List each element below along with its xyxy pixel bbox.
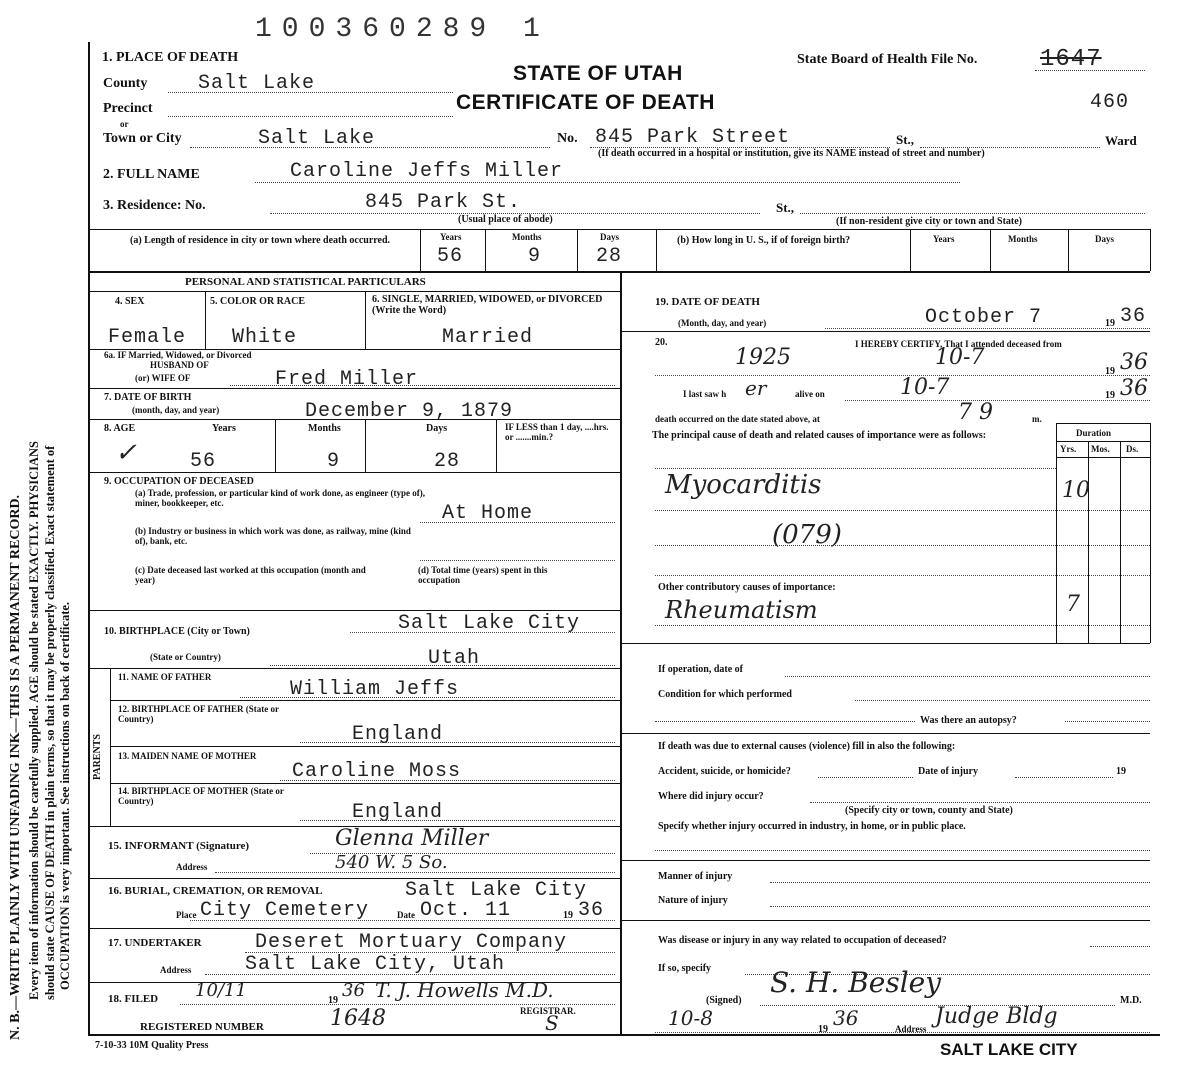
physician-year: 36 <box>833 1006 859 1030</box>
file-no-extra: 460 <box>1090 91 1130 114</box>
filed-year-prefix: 19 <box>328 995 338 1006</box>
hospital-note: (If death occurred in a hospital or institution, give its NAME instead of street and number) <box>598 148 985 159</box>
or-label: or <box>120 119 129 129</box>
mother-name-label: 13. MAIDEN NAME OF MOTHER <box>118 751 257 761</box>
duration-label: Duration <box>1076 428 1112 438</box>
sex-label: 4. SEX <box>115 296 145 307</box>
father-birthplace: England <box>352 723 444 746</box>
color-label: 5. COLOR OR RACE <box>210 296 306 307</box>
injury-date-label: Date of injury <box>918 766 978 777</box>
last-saw-label: I last saw h <box>683 389 727 399</box>
burial-year-prefix: 19 <box>563 910 573 921</box>
contributory-years: 7 <box>1066 592 1080 617</box>
town-field: Salt Lake <box>258 127 376 150</box>
us-length-label: (b) How long in U. S., if of foreign birth? <box>677 235 851 246</box>
burial-place: City Cemetery <box>200 899 370 922</box>
street-st-label: St., <box>896 132 915 147</box>
duration-yrs-label: Yrs. <box>1060 444 1077 454</box>
registrar-signature: T. J. Howells M.D. <box>375 978 554 1002</box>
cause-code: (079) <box>772 520 842 550</box>
filed-year: 36 <box>342 980 365 1001</box>
registered-number: 1648 <box>330 1006 386 1031</box>
injury-year-prefix: 19 <box>1116 766 1126 777</box>
length-residence-label: (a) Length of residence in city or town where death occurred. <box>130 235 391 246</box>
cause-primary: Myocarditis <box>665 470 822 500</box>
residence-field: 845 Park St. <box>365 191 522 214</box>
burial-date-label: Date <box>397 910 415 920</box>
res-days-label: Days <box>600 232 620 242</box>
physician-signature: S. H. Besley <box>770 966 942 999</box>
md-label: M.D. <box>1120 995 1142 1006</box>
physician-address-label: Address <box>895 1024 927 1034</box>
father-birthplace-label: 12. BIRTHPLACE OF FATHER (State or Country) <box>118 704 279 724</box>
spouse-label-2: HUSBAND OF <box>150 360 209 370</box>
physician-year-prefix: 19 <box>818 1024 828 1035</box>
cert20-label: 20. <box>655 337 668 348</box>
age-label: 8. AGE <box>104 423 136 434</box>
filed-label: 18. FILED <box>108 993 159 1005</box>
occupation-related-label: Was disease or injury in any way related to occupation of deceased? <box>658 935 947 946</box>
birth-date-sub: (month, day, and year) <box>132 405 220 415</box>
manner-injury-label: Manner of injury <box>658 871 733 882</box>
operation-label: If operation, date of <box>658 664 743 675</box>
birth-date-label: 7. DATE OF BIRTH <box>104 392 192 403</box>
burial-date: Oct. 11 <box>420 899 512 922</box>
undertaker-address-label: Address <box>160 965 192 975</box>
print-code: 7-10-33 10M Quality Press <box>95 1040 209 1051</box>
burial-year: 36 <box>578 899 605 922</box>
burial-value: Salt Lake City <box>405 879 588 902</box>
undertaker-address: Salt Lake City, Utah <box>245 953 506 976</box>
age-check: ✓ <box>115 438 137 468</box>
personal-header: PERSONAL AND STATISTICAL PARTICULARS <box>185 276 426 288</box>
spouse-value: Fred Miller <box>275 368 419 391</box>
registrar-label: REGISTRAR. <box>520 1006 576 1016</box>
alive-on-label: alive on <box>795 389 825 399</box>
signed-label: (Signed) <box>706 995 742 1006</box>
occupation-d-label: (d) Total time (years) spent in this occupation <box>418 565 548 585</box>
sex-value: Female <box>108 326 187 349</box>
footer-city: SALT LAKE CITY <box>940 1040 1078 1059</box>
marital-value: Married <box>442 326 534 349</box>
age-days-label: Days <box>426 423 448 434</box>
full-name-field: Caroline Jeffs Miller <box>290 160 564 183</box>
accident-label: Accident, suicide, or homicide? <box>658 766 791 777</box>
registered-number-label: REGISTERED NUMBER <box>140 1021 264 1033</box>
autopsy-label: Was there an autopsy? <box>920 715 1017 726</box>
parents-side-label: PARENTS <box>92 734 103 780</box>
file-no-label: State Board of Health File No. <box>797 52 978 67</box>
full-name-label: 2. FULL NAME <box>103 167 200 182</box>
sidebar-warning-4: OCCUPATION is very important. See instructions on back of certificate. <box>58 601 72 990</box>
state-title: STATE OF UTAH <box>513 62 683 85</box>
physician-date: 10-8 <box>668 1006 713 1030</box>
us-years-label: Years <box>933 234 955 244</box>
death-year-value: 36 <box>1120 305 1147 328</box>
town-label: Town or City <box>103 131 182 146</box>
street-no-label: No. <box>557 131 578 146</box>
burial-label: 16. BURIAL, CREMATION, OR REMOVAL <box>108 885 323 897</box>
age-months-label: Months <box>308 423 341 434</box>
age-months-value: 9 <box>327 450 341 473</box>
occurred-label: death occurred on the date stated above, at <box>655 414 820 424</box>
sidebar-warning-3: should state CAUSE OF DEATH in plain terms, so that it may be properly classified. Exact statement of <box>43 445 57 1000</box>
place-of-death-header: 1. PLACE OF DEATH <box>102 50 239 65</box>
spouse-label-3: (or) WIFE OF <box>135 373 191 383</box>
informant-address-label: Address <box>176 862 208 872</box>
us-months-label: Months <box>1008 234 1038 244</box>
abode-note: (Usual place of abode) <box>458 214 553 225</box>
alive-year: 36 <box>1120 376 1148 401</box>
informant-label: 15. INFORMANT (Signature) <box>108 840 250 852</box>
mother-birthplace-label: 14. BIRTHPLACE OF MOTHER (State or Country) <box>118 786 284 806</box>
res-years-value: 56 <box>437 245 464 268</box>
birthplace-city: Salt Lake City <box>398 612 581 635</box>
residence-st-label: St., <box>776 200 795 215</box>
mother-birthplace: England <box>352 801 444 824</box>
occupation-header: 9. OCCUPATION OF DECEASED <box>104 476 254 487</box>
alive-date: 10-7 <box>900 375 950 400</box>
informant-signature: Glenna Miller <box>335 826 489 851</box>
county-field: Salt Lake <box>198 72 316 95</box>
color-value: White <box>232 326 298 349</box>
county-label: County <box>103 76 148 91</box>
occurred-m-label: m. <box>1032 414 1042 424</box>
father-name-label: 11. NAME OF FATHER <box>118 672 212 682</box>
informant-address: 540 W. 5 So. <box>335 852 448 873</box>
operation-condition-label: Condition for which performed <box>658 689 792 700</box>
specify-location-note: (Specify city or town, county and State) <box>845 805 1013 816</box>
res-months-value: 9 <box>528 245 542 268</box>
sidebar-warning-2: Every item of information should be carefully supplied. AGE should be stated EXACTLY. PHYSICIANS <box>27 441 41 1000</box>
cause-primary-years: 10 <box>1062 478 1090 503</box>
age-years-value: 56 <box>190 450 217 473</box>
burial-place-label: Place <box>176 910 197 920</box>
alive-year-prefix: 19 <box>1105 390 1115 401</box>
cert20-text: I HEREBY CERTIFY, That I attended deceased from <box>855 339 1062 349</box>
birthplace-state: Utah <box>428 647 481 670</box>
contributory-label: Other contributory causes of importance: <box>658 582 836 593</box>
age-less-label: IF LESS than 1 day, ....hrs. or .......min.? <box>505 422 609 442</box>
last-saw-her: er <box>745 376 767 400</box>
sidebar-warning-1: N. B.—WRITE PLAINLY WITH UNFADING INK—THIS IS A PERMANENT RECORD. <box>8 494 23 1040</box>
cause-label: The principal cause of death and related causes of importance were as follows: <box>652 430 987 441</box>
filed-date: 10/11 <box>195 980 247 1001</box>
occupation-b-label: (b) Industry or business in which work was done, as railway, mine (kind of), bank, etc. <box>135 526 411 546</box>
mother-name: Caroline Moss <box>292 760 462 783</box>
cert20-year-prefix: 19 <box>1105 366 1115 377</box>
age-days-value: 28 <box>434 450 461 473</box>
death-year-prefix: 19 <box>1105 318 1115 329</box>
spouse-label-1: 6a. IF Married, Widowed, or Divorced <box>104 350 252 360</box>
nature-injury-label: Nature of injury <box>658 895 728 906</box>
birth-date-value: December 9, 1879 <box>305 400 514 423</box>
ward-label: Ward <box>1105 133 1137 148</box>
if-so-label: If so, specify <box>658 963 712 974</box>
duration-ds-label: Ds. <box>1126 444 1139 454</box>
occupation-c-label: (c) Date deceased last worked at this occupation (month and year) <box>135 565 366 585</box>
where-injury-label: Where did injury occur? <box>658 791 764 802</box>
cert20-from: 1925 <box>735 345 791 370</box>
res-years-label: Years <box>440 232 462 242</box>
external-label: If death was due to external causes (violence) fill in also the following: <box>658 741 956 752</box>
precinct-label: Precinct <box>103 101 153 116</box>
occurred-hour: 7 9 <box>958 400 993 425</box>
death-date-value: October 7 <box>925 306 1043 329</box>
age-years-label: Years <box>212 423 236 434</box>
us-days-label: Days <box>1095 234 1115 244</box>
birthplace-state-label: (State or Country) <box>150 652 221 662</box>
industry-label: Specify whether injury occurred in industry, in home, or in public place. <box>658 821 966 832</box>
undertaker-value: Deseret Mortuary Company <box>255 931 568 954</box>
res-months-label: Months <box>512 232 542 242</box>
certificate-title: CERTIFICATE OF DEATH <box>456 91 715 114</box>
birthplace-label: 10. BIRTHPLACE (City or Town) <box>104 626 250 637</box>
death-date-sub: (Month, day, and year) <box>678 318 767 328</box>
cert20-to: 10-7 <box>935 345 985 370</box>
nonresident-note: (If non-resident give city or town and State) <box>836 216 1023 227</box>
physician-address: Judge Bldg <box>935 1004 1058 1029</box>
street-field: 845 Park Street <box>595 126 791 149</box>
cert20-year: 36 <box>1120 350 1148 375</box>
registered-mark: S <box>545 1011 559 1035</box>
father-name: William Jeffs <box>290 678 460 701</box>
undertaker-label: 17. UNDERTAKER <box>108 937 202 949</box>
marital-label: 6. SINGLE, MARRIED, WIDOWED, or DIVORCED (Write the Word) <box>372 294 603 316</box>
residence-label: 3. Residence: No. <box>103 198 206 213</box>
contributory-cause: Rheumatism <box>665 596 818 624</box>
res-days-value: 28 <box>596 245 623 268</box>
death-date-label: 19. DATE OF DEATH <box>655 296 760 308</box>
file-no-value: 1647 <box>1040 46 1102 73</box>
serial-number: 100360289 1 <box>255 14 550 45</box>
occupation-a-label: (a) Trade, profession, or particular kind of work done, as engineer (type of), miner, bookkeeper, etc. <box>135 488 425 508</box>
occupation-a-value: At Home <box>442 502 534 525</box>
duration-mos-label: Mos. <box>1091 444 1110 454</box>
